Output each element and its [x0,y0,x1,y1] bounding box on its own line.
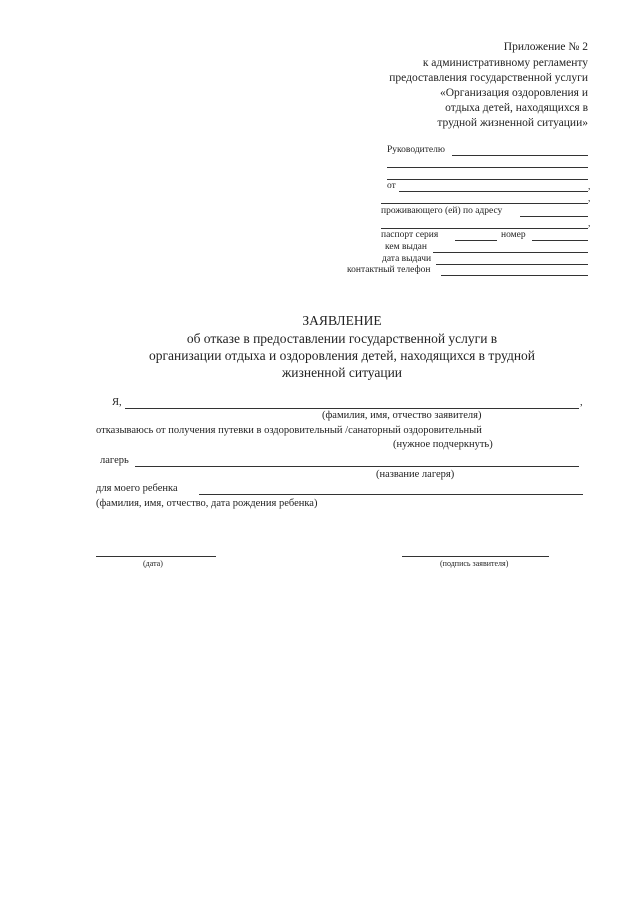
applicant-name-field[interactable] [125,408,579,409]
passport-number-label: номер [501,230,526,240]
issued-by-field[interactable] [433,252,588,253]
issued-by-label: кем выдан [385,242,427,252]
title-line: жизненной ситуации [281,365,403,380]
from-label: от [387,181,396,191]
title-line: об отказе в предоставлении государственной услуги в [186,331,498,346]
residing-label: проживающего (ей) по адресу [381,206,503,216]
issue-date-label: дата выдачи [382,254,432,264]
child-label: для моего ребенка [96,483,178,494]
title-main: ЗАЯВЛЕНИЕ [302,313,382,328]
applicant-name-hint: (фамилия, имя, отчество заявителя) [322,410,482,421]
head-field[interactable] [452,155,588,156]
head-field-line[interactable] [387,179,588,180]
passport-series-label: паспорт серия [381,230,439,240]
head-label: Руководителю [387,145,445,155]
comma: , [580,397,583,408]
signature-field[interactable] [402,556,549,557]
date-hint: (дата) [143,559,163,568]
title-line: организации отдыха и оздоровления детей, находящихся в трудной [148,348,536,363]
address-field-line[interactable] [381,228,588,229]
phone-field[interactable] [441,275,588,276]
address-field[interactable] [520,216,588,217]
camp-label: лагерь [100,455,129,466]
passport-number-field[interactable] [532,240,588,241]
signature-hint: (подпись заявителя) [440,559,509,568]
camp-name-field[interactable] [135,466,579,467]
date-field[interactable] [96,556,216,557]
passport-series-field[interactable] [455,240,497,241]
appendix-line: отдыха детей, находящихся в [445,102,588,114]
issue-date-field[interactable] [436,264,588,265]
underline-hint: (нужное подчеркнуть) [393,439,493,450]
from-field[interactable] [399,191,588,192]
from-field-line[interactable] [381,203,588,204]
head-field-line[interactable] [387,167,588,168]
appendix-number: Приложение № 2 [503,41,588,53]
child-name-hint: (фамилия, имя, отчество, дата рождения ребенка) [96,498,318,509]
comma: , [588,219,591,229]
refuse-text: отказываюсь от получения путевки в оздоровительный /санаторный оздоровительный [96,425,482,436]
comma: , [588,182,591,192]
appendix-line: предоставления государственной услуги [389,72,588,84]
phone-label: контактный телефон [347,265,431,275]
i-label: Я, [112,397,122,408]
appendix-line: трудной жизненной ситуации» [437,117,588,129]
child-name-field[interactable] [199,494,583,495]
comma: , [588,194,591,204]
appendix-line: к административному регламенту [422,57,588,69]
camp-name-hint: (название лагеря) [376,469,455,480]
appendix-line: «Организация оздоровления и [440,87,588,99]
